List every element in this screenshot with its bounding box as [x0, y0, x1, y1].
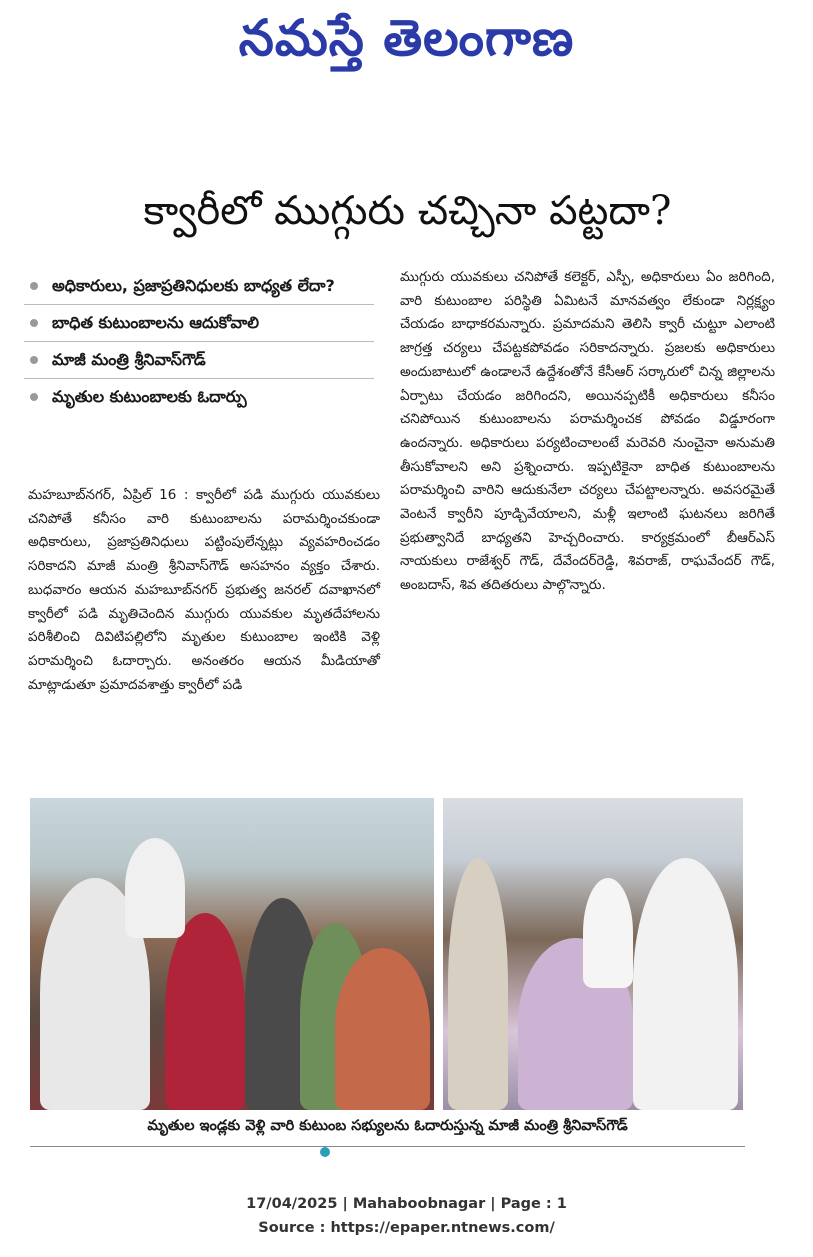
bullet-dot-icon — [30, 319, 38, 327]
article-body-left-column — [28, 484, 380, 697]
bullet-text: బాధిత కుటుంబాలను ఆదుకోవాలి — [52, 313, 260, 332]
article-headline: క్వారీలో ముగ్గురు చచ్చినా పట్టదా? — [143, 188, 672, 234]
highlight-bullets — [24, 268, 374, 415]
bullet-text: మాజీ మంత్రి శ్రీనివాస్‌గౌడ్ — [52, 350, 206, 369]
bullet-text: మృతుల కుటుంబాలకు ఓదార్పు — [52, 387, 247, 406]
bullet-item — [24, 268, 374, 305]
bullet-item — [24, 305, 374, 342]
photo-caption: మృతుల ఇండ్లకు వెళ్లి వారి కుటుంబ సభ్యులను ఓదారుస్తున్న మాజీ మంత్రి శ్రీనివాస్‌గౌడ్ — [30, 1118, 745, 1147]
news-photo-right — [443, 798, 743, 1110]
source-link[interactable]: Source : https://epaper.ntnews.com/ — [258, 1220, 555, 1236]
article-paragraph: మహబూబ్‌నగర్, ఏప్రిల్ 16 : క్వారీలో పడి ముగ్గురు యువకులు చనిపోతే కనీసం వారి కుటుంబాలను పరామర్శించకుండా అధికారులు, ప్రజాప్రతినిధులు పట్టింపులేన్నట్లు వ్యవహరించడం సరికాదని మాజీ మంత్రి శ్రీనివాస్‌గౌడ్ అసహనం వ్యక్తం చేశారు. బుధవారం ఆయన మహబూబ్‌నగర్ ప్రభుత్వ జనరల్ దవాఖానలో క్వారీలో పడి మృతిచెందిన ముగ్గురు యువకుల మృతదేహాలను పరిశీలించి దివిటిపల్లిలోని మృతుల కుటుంబాల ఇంటికి వెళ్లి పరామర్శించి ఓదార్చారు. అనంతరం ఆయన మీడియాతో మాట్లాడుతూ ప్రమాదవశాత్తు క్వారీలో పడి — [28, 487, 380, 693]
news-photo-left — [30, 798, 434, 1110]
bullet-dot-icon — [30, 393, 38, 401]
edition-info: 17/04/2025 | Mahaboobnagar | Page : 1 — [246, 1196, 567, 1212]
article-body-right-column — [400, 266, 775, 598]
article-paragraph: ముగ్గురు యువకులు చనిపోతే కలెక్టర్, ఎస్పీ, అధికారులు ఏం జరిగింది, వారి కుటుంబాల పరిస్థితి ఏమిటనే మానవత్వం లేకుండా నిర్లక్ష్యం చేయడం బాధాకరమన్నారు. ప్రమాదమని తెలిసి క్వారీ చుట్టూ ఎలాంటి జాగ్రత్త చర్యలు చేపట్టకపోవడం సరికాదన్నారు. ప్రజలకు అధికారులు అందుబాటులో ఉండాలనే ఉద్దేశంతోనే కేసీఆర్ సర్కారులో చిన్న జిల్లాలను ఏర్పాటు చేయడం జరిగిందని, అయినప్పటికీ అధికారులు కనీసం చనిపోయిన కుటుంబాలను పరామర్శించక పోవడం విడ్డూరంగా ఉందన్నారు. అధికారులు పర్యటించాలంటే మరెవరి నుంచైనా అనుమతి తీసుకోవాలని అని ప్రశ్నించారు. ఇప్పటికైనా బాధిత కుటుంబాలను పరామర్శించి వారిని ఆదుకునేలా చర్యలు చేపట్టాలన్నారు. అవసరమైతే వెంటనే క్వారీని పూడ్చివేయాలని, మళ్లీ ఇలాంటి ఘటనలు జరిగితే ప్రభుత్వానిదే బాధ్యతని హెచ్చరించారు. కార్యక్రమంలో బీఆర్‌ఎస్ నాయకులు రాజేశ్వర్ గౌడ్, దేవేందర్‌రెడ్డి, శివరాజ్, రాఘవేందర్ గౌడ్, అంబదాస్, శివ తదితరులు పాల్గొన్నారు. — [400, 269, 775, 594]
bullet-dot-icon — [30, 356, 38, 364]
bullet-item — [24, 379, 374, 415]
bullet-text: అధికారులు, ప్రజాప్రతినిధులకు బాధ్యత లేదా? — [52, 276, 335, 295]
divider-ornament-icon — [320, 1147, 330, 1157]
bullet-dot-icon — [30, 282, 38, 290]
bullet-item — [24, 342, 374, 379]
newspaper-masthead: నమస్తే తెలంగాణ — [238, 8, 575, 67]
